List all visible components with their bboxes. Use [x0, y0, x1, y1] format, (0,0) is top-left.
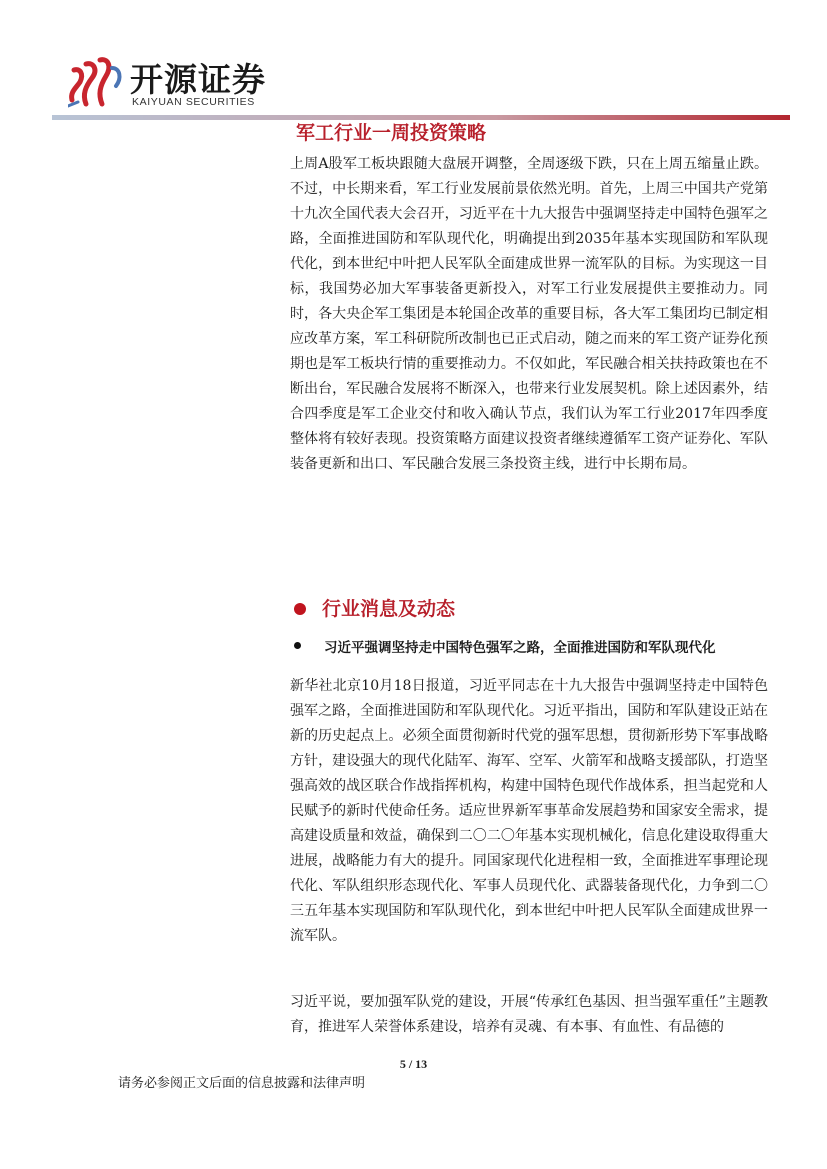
section-title-strategy: 军工行业一周投资策略 [296, 122, 487, 144]
legal-disclaimer: 请务必参阅正文后面的信息披露和法律声明 [118, 1076, 366, 1091]
logo-name-cn: 开源证券 [130, 60, 266, 99]
news-paragraph-1: 新华社北京10月18日报道，习近平同志在十九大报告中强调坚持走中国特色强军之路，全面推进国防和军队现代化。习近平指出，国防和军队建设正站在新的历史起点上。必须全面贯彻新时代党的强军思想，贯彻新形势下军事战略方针，建设强大的现代化陆军、海军、空军、火箭军和战略支援部队，打造坚强高效的战区联合作战指挥机构，构建中国特色现代作战体系，担当起党和人民赋予的新时代使命任务。适应世界新军事革命发展趋势和国家安全需求，提高建设质量和效益，确保到二〇二〇年基本实现机械化，信息化建设取得重大进展，战略能力有大的提升。同国家现代化进程相一致，全面推进军事理论现代化、军队组织形态现代化、军事人员现代化、武器装备现代化，力争到二〇三五年基本实现国防和军队现代化，到本世纪中叶把人民军队全面建成世界一流军队。 [290, 678, 768, 944]
logo-name-en: KAIYUAN SECURITIES [132, 96, 255, 108]
page-number: 5 / 13 [399, 1057, 428, 1071]
news-subheading-text: 习近平强调坚持走中国特色强军之路，全面推进国防和军队现代化 [324, 640, 716, 656]
news-paragraph-2: 习近平说，要加强军队党的建设，开展“传承红色基因、担当强军重任”主题教育，推进军人荣誉体系建设，培养有灵魂、有本事、有血性、有品德的 [290, 994, 768, 1035]
red-bullet-icon [294, 603, 306, 615]
strategy-paragraph: 上周A股军工板块跟随大盘展开调整，全周逐级下跌，只在上周五缩量止跌。不过，中长期来看，军工行业发展前景依然光明。首先，上周三中国共产党第十九次全国代表大会召开，习近平在十九大报告中强调坚持走中国特色强军之路，全面推进国防和军队现代化，明确提出到2035年基本实现国防和军队现代化，到本世纪中叶把人民军队全面建成世界一流军队的目标。为实现这一目标，我国势必加大军事装备更新投入，对军工行业发展提供主要推动力。同时，各大央企军工集团是本轮国企改革的重要目标，各大军工集团均已制定相应改革方案，军工科研院所改制也已正式启动，随之而来的军工资产证券化预期也是军工板块行情的重要推动力。不仅如此，军民融合相关扶持政策也在不断出台，军民融合发展将不断深入，也带来行业发展契机。除上述因素外，结合四季度是军工企业交付和收入确认节点，我们认为军工行业2017年四季度整体将有较好表现。投资策略方面建议投资者继续遵循军工资产证券化、军队装备更新和出口、军民融合发展三条投资主线，进行中长期布局。 [290, 156, 768, 472]
company-logo [68, 52, 268, 112]
section-title-news: 行业消息及动态 [322, 598, 456, 620]
kaiyuan-logo-icon [68, 56, 126, 108]
news-subheading [294, 636, 774, 658]
black-bullet-icon [294, 642, 301, 649]
